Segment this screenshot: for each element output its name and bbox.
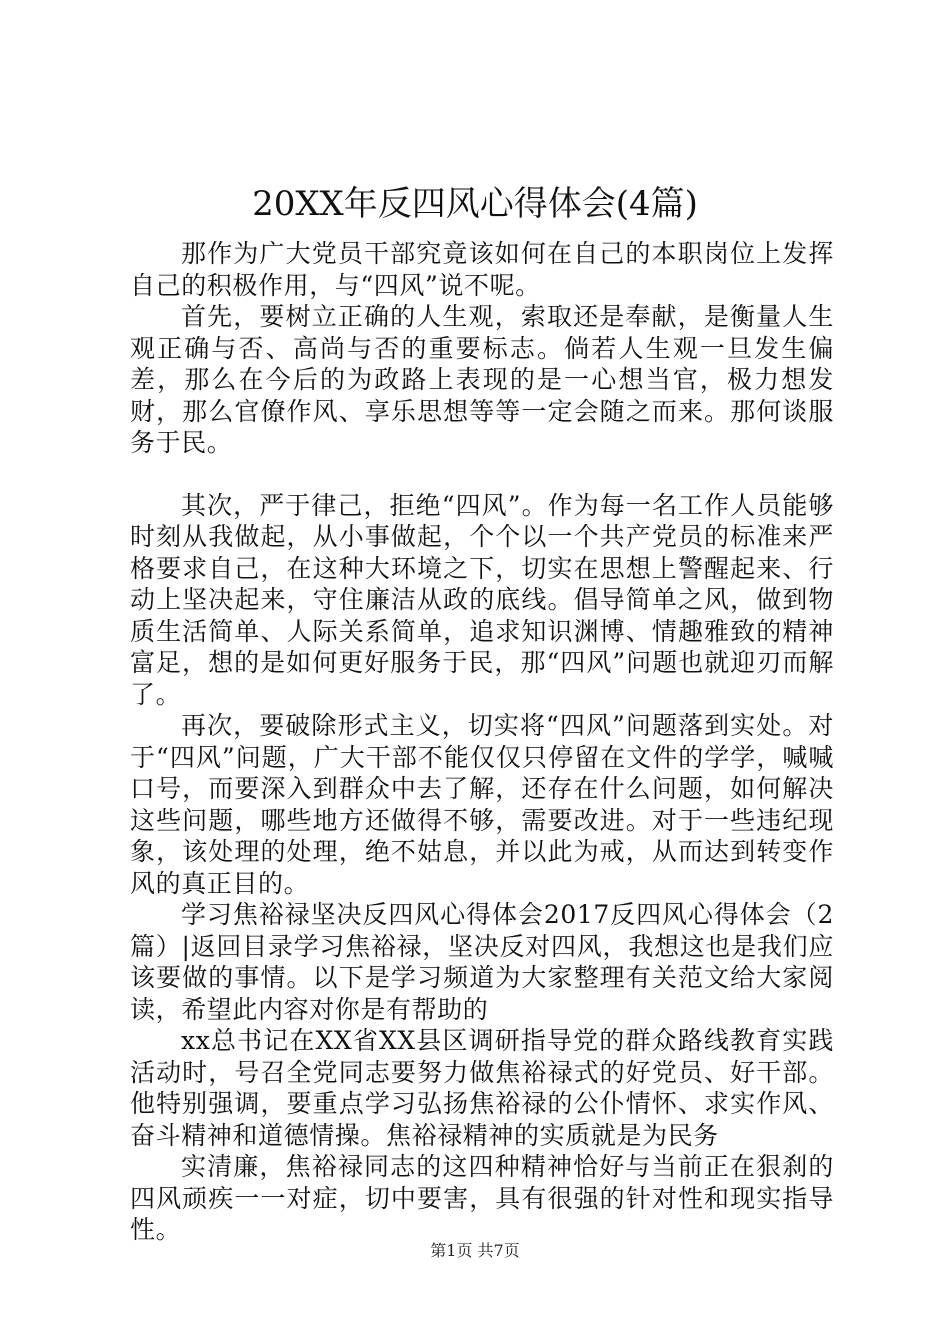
page-number-footer: 第1页 共7页 — [430, 1241, 520, 1260]
document-title: 20XX年反四风心得体会(4篇) — [252, 184, 698, 224]
paragraph: 其次，严于律己，拒绝“四风”。作为每一名工作人员能够时刻从我做起，从小事做起，个个以一个共产党员的标准来严格要求自己，在这种大环境之下，切实在思想上警醒起来、行动上坚决起来，守住廉洁从政的底线。倡导简单之风，做到物质生活简单、人际关系简单，追求知识渊博、情趣雅致的精神富足，想的是如何更好服务于民，那“四风”问题也就迎刃而解了。 — [130, 490, 834, 709]
paragraph: 再次，要破除形式主义，切实将“四风”问题落到实处。对于“四风”问题，广大干部不能仅仅只停留在文件的学学，喊喊口号，而要深入到群众中去了解，还存在什么问题，如何解决这些问题，哪些地方还做得不够，需要改进。对于一些违纪现象，该处理的处理，绝不姑息，并以此为戒，从而达到转变作风的真正目的。 — [130, 711, 834, 898]
document-body — [130, 238, 834, 1246]
paragraph: 学习焦裕禄坚决反四风心得体会2017反四风心得体会（2篇）|返回目录学习焦裕禄，坚决反对四风，我想这也是我们应该要做的事情。以下是学习频道为大家整理有关范文给大家阅读，希望此内容对你是有帮助的 — [130, 900, 834, 1024]
paragraph: 首先，要树立正确的人生观，索取还是奉献，是衡量人生观正确与否、高尚与否的重要标志。倘若人生观一旦发生偏差，那么在今后的为政路上表现的是一心想当官，极力想发财，那么官僚作风、享乐思想等等一定会随之而来。那何谈服务于民。 — [130, 302, 834, 457]
paragraph: 实清廉，焦裕禄同志的这四种精神恰好与当前正在狠刹的四风顽疾一一对症，切中要害，具有很强的针对性和现实指导性。 — [130, 1152, 834, 1244]
paragraph: 那作为广大党员干部究竟该如何在自己的本职岗位上发挥自己的积极作用，与“四风”说不呢。 — [130, 239, 834, 300]
paragraph: xx总书记在XX省XX县区调研指导党的群众路线教育实践活动时，号召全党同志要努力做焦裕禄式的好党员、好干部。他特别强调，要重点学习弘扬焦裕禄的公仆情怀、求实作风、奋斗精神和道德情操。焦裕禄精神的实质就是为民务 — [130, 1026, 834, 1150]
